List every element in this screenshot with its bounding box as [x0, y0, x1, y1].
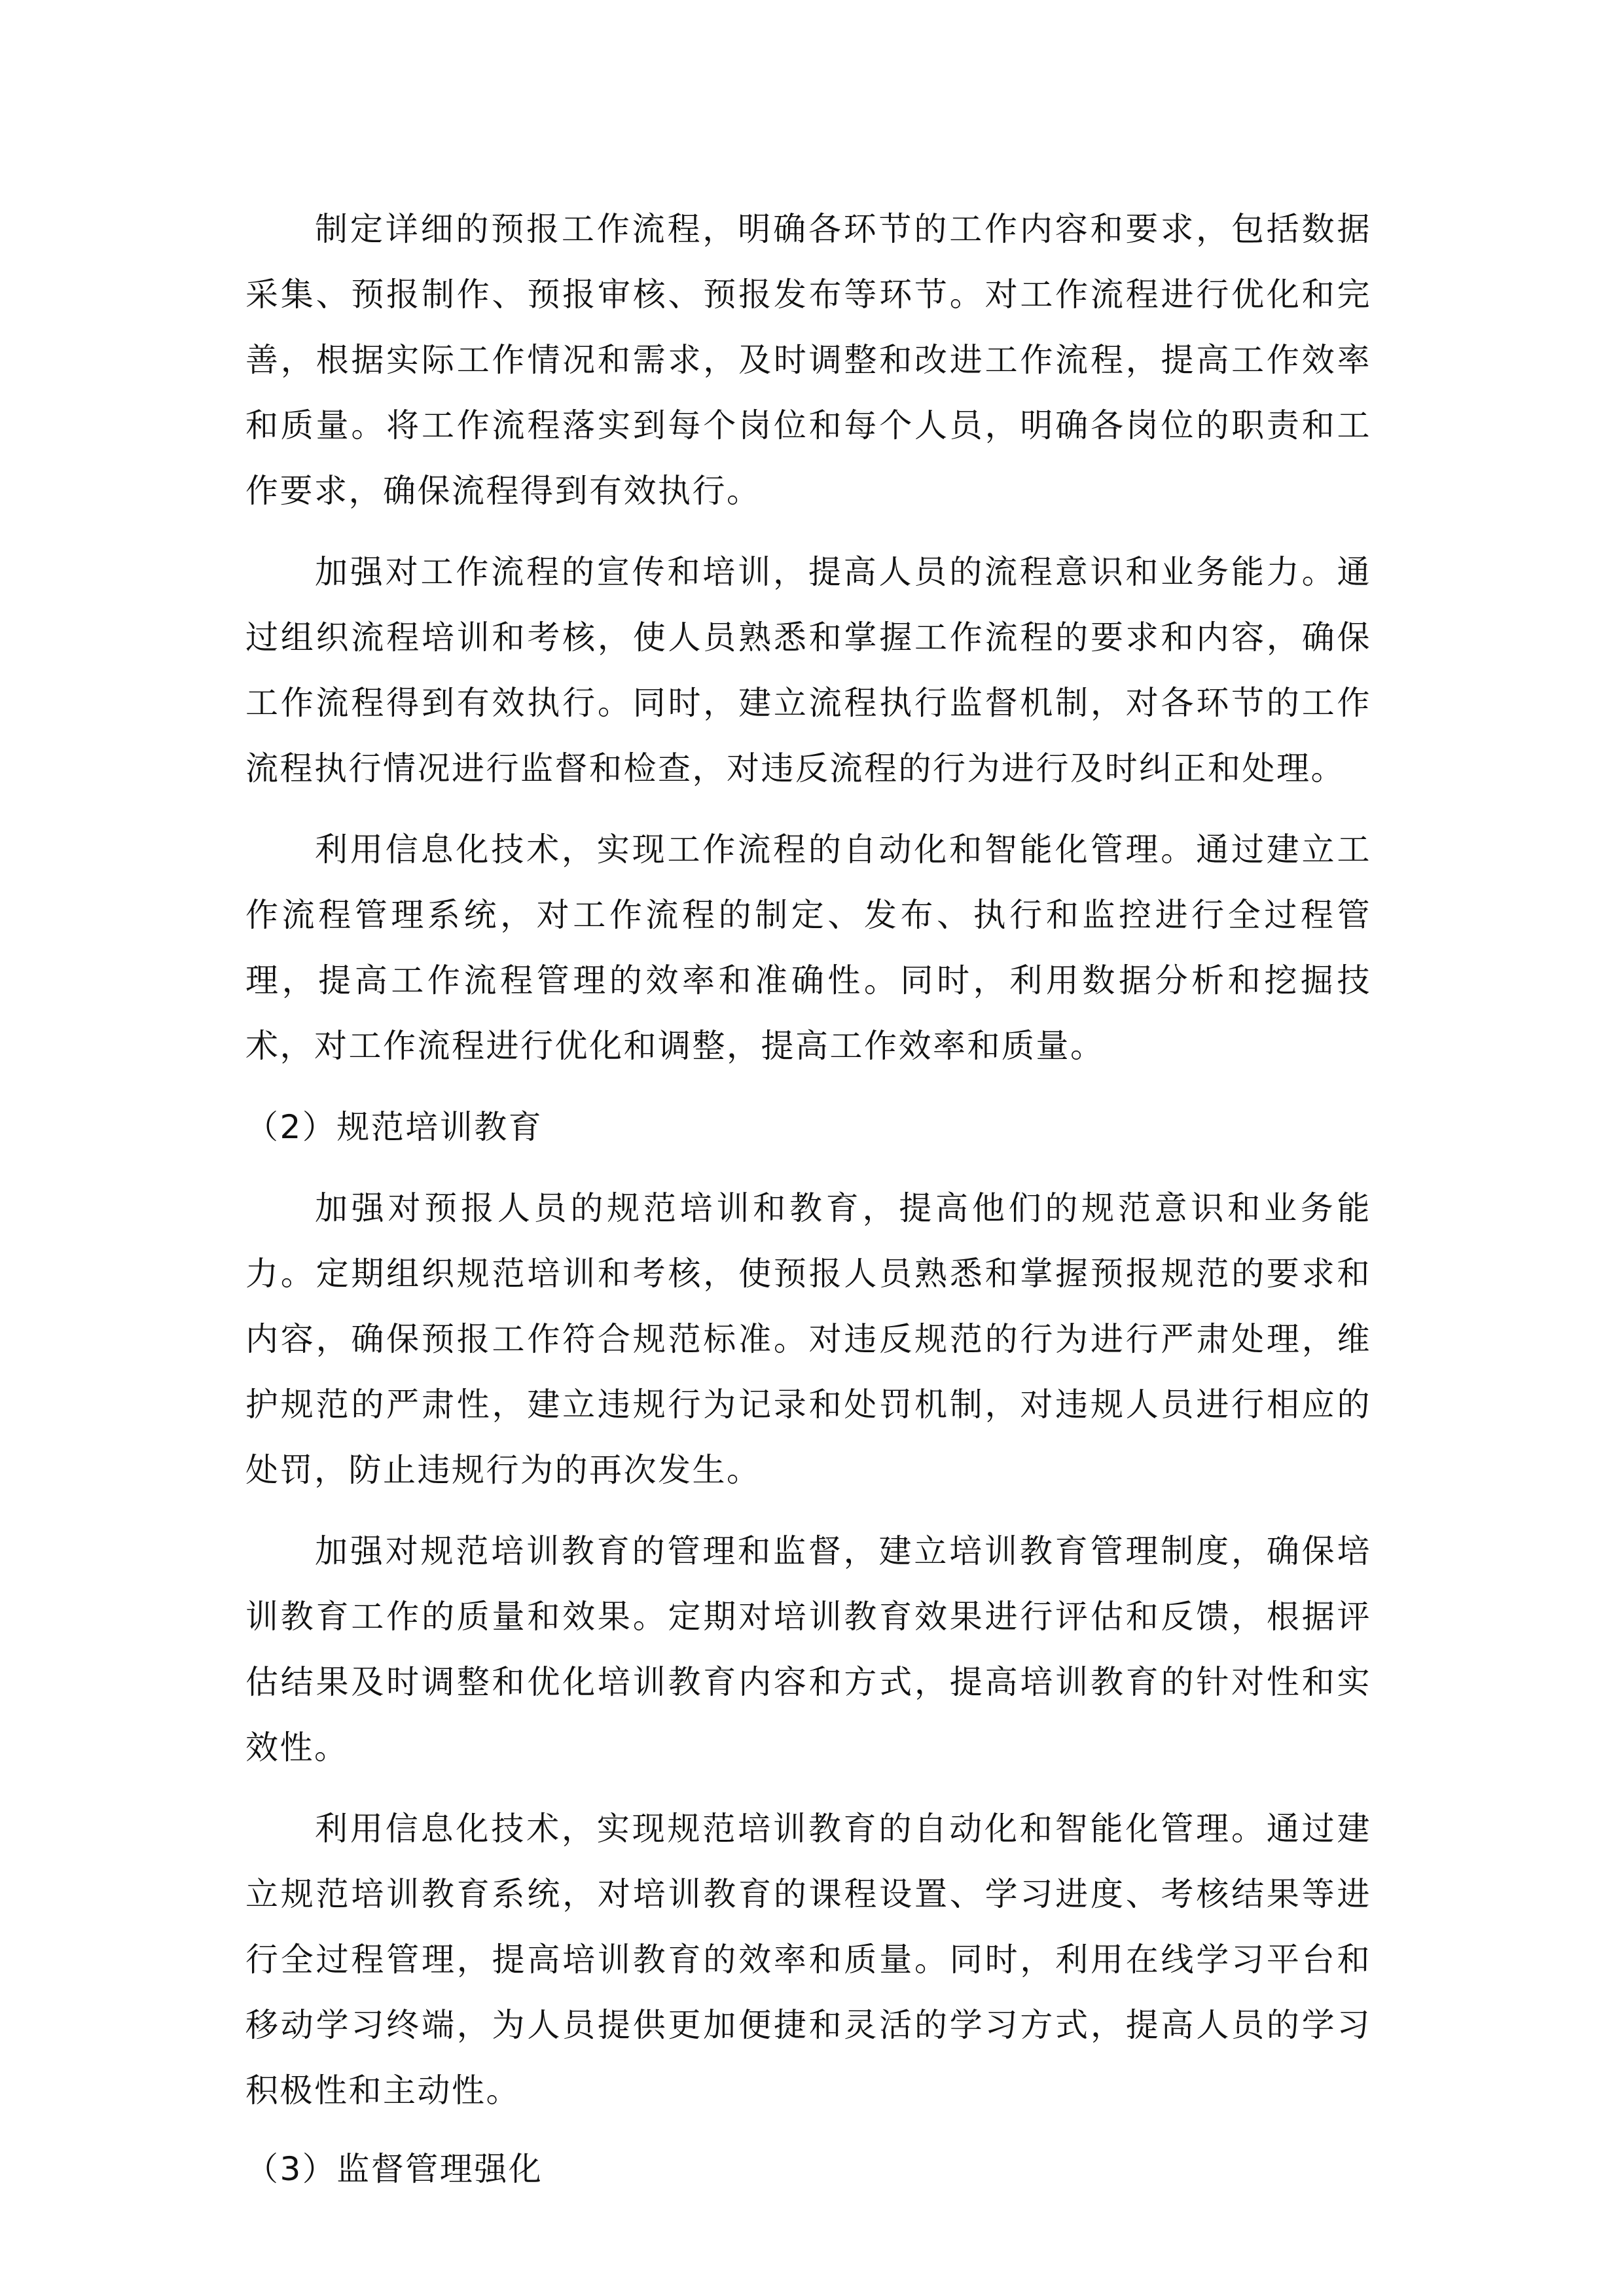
paragraph-standard-training: 加强对预报人员的规范培训和教育，提高他们的规范意识和业务能力。定期组织规范培训和考核，使预报人员熟悉和掌握预报规范的要求和内容，确保预报工作符合规范标准。对违反规范的行为进行严肃处理，维护规范的严肃性，建立违规行为记录和处罚机制，对违规人员进行相应的处罚，防止违规行为的再次发生。	[245, 1189, 1371, 1489]
paragraph-training-informatization: 利用信息化技术，实现规范培训教育的自动化和智能化管理。通过建立规范培训教育系统，对培训教育的课程设置、学习进度、考核结果等进行全过程管理，提高培训教育的效率和质量。同时，利用在线学习平台和移动学习终端，为人员提供更加便捷和灵活的学习方式，提高人员的学习积极性和主动性。	[245, 1810, 1371, 2109]
section-heading-2: （2）规范培训教育	[245, 1108, 543, 1146]
paragraph-workflow-informatization: 利用信息化技术，实现工作流程的自动化和智能化管理。通过建立工作流程管理系统，对工作流程的制定、发布、执行和监控进行全过程管理，提高工作流程管理的效率和准确性。同时，利用数据分析和挖掘技术，对工作流程进行优化和调整，提高工作效率和质量。	[245, 831, 1371, 1065]
document-body	[245, 196, 1371, 2217]
paragraph-workflow-training: 加强对工作流程的宣传和培训，提高人员的流程意识和业务能力。通过组织流程培训和考核，使人员熟悉和掌握工作流程的要求和内容，确保工作流程得到有效执行。同时，建立流程执行监督机制，对各环节的工作流程执行情况进行监督和检查，对违反流程的行为进行及时纠正和处理。	[245, 553, 1371, 787]
paragraph-training-management: 加强对规范培训教育的管理和监督，建立培训教育管理制度，确保培训教育工作的质量和效果。定期对培训教育效果进行评估和反馈，根据评估结果及时调整和优化培训教育内容和方式，提高培训教育的针对性和实效性。	[245, 1532, 1371, 1767]
section-heading-3: （3）监督管理强化	[245, 2150, 543, 2188]
paragraph-workflow-definition: 制定详细的预报工作流程，明确各环节的工作内容和要求，包括数据采集、预报制作、预报审核、预报发布等环节。对工作流程进行优化和完善，根据实际工作情况和需求，及时调整和改进工作流程，提高工作效率和质量。将工作流程落实到每个岗位和每个人员，明确各岗位的职责和工作要求，确保流程得到有效执行。	[245, 210, 1371, 510]
